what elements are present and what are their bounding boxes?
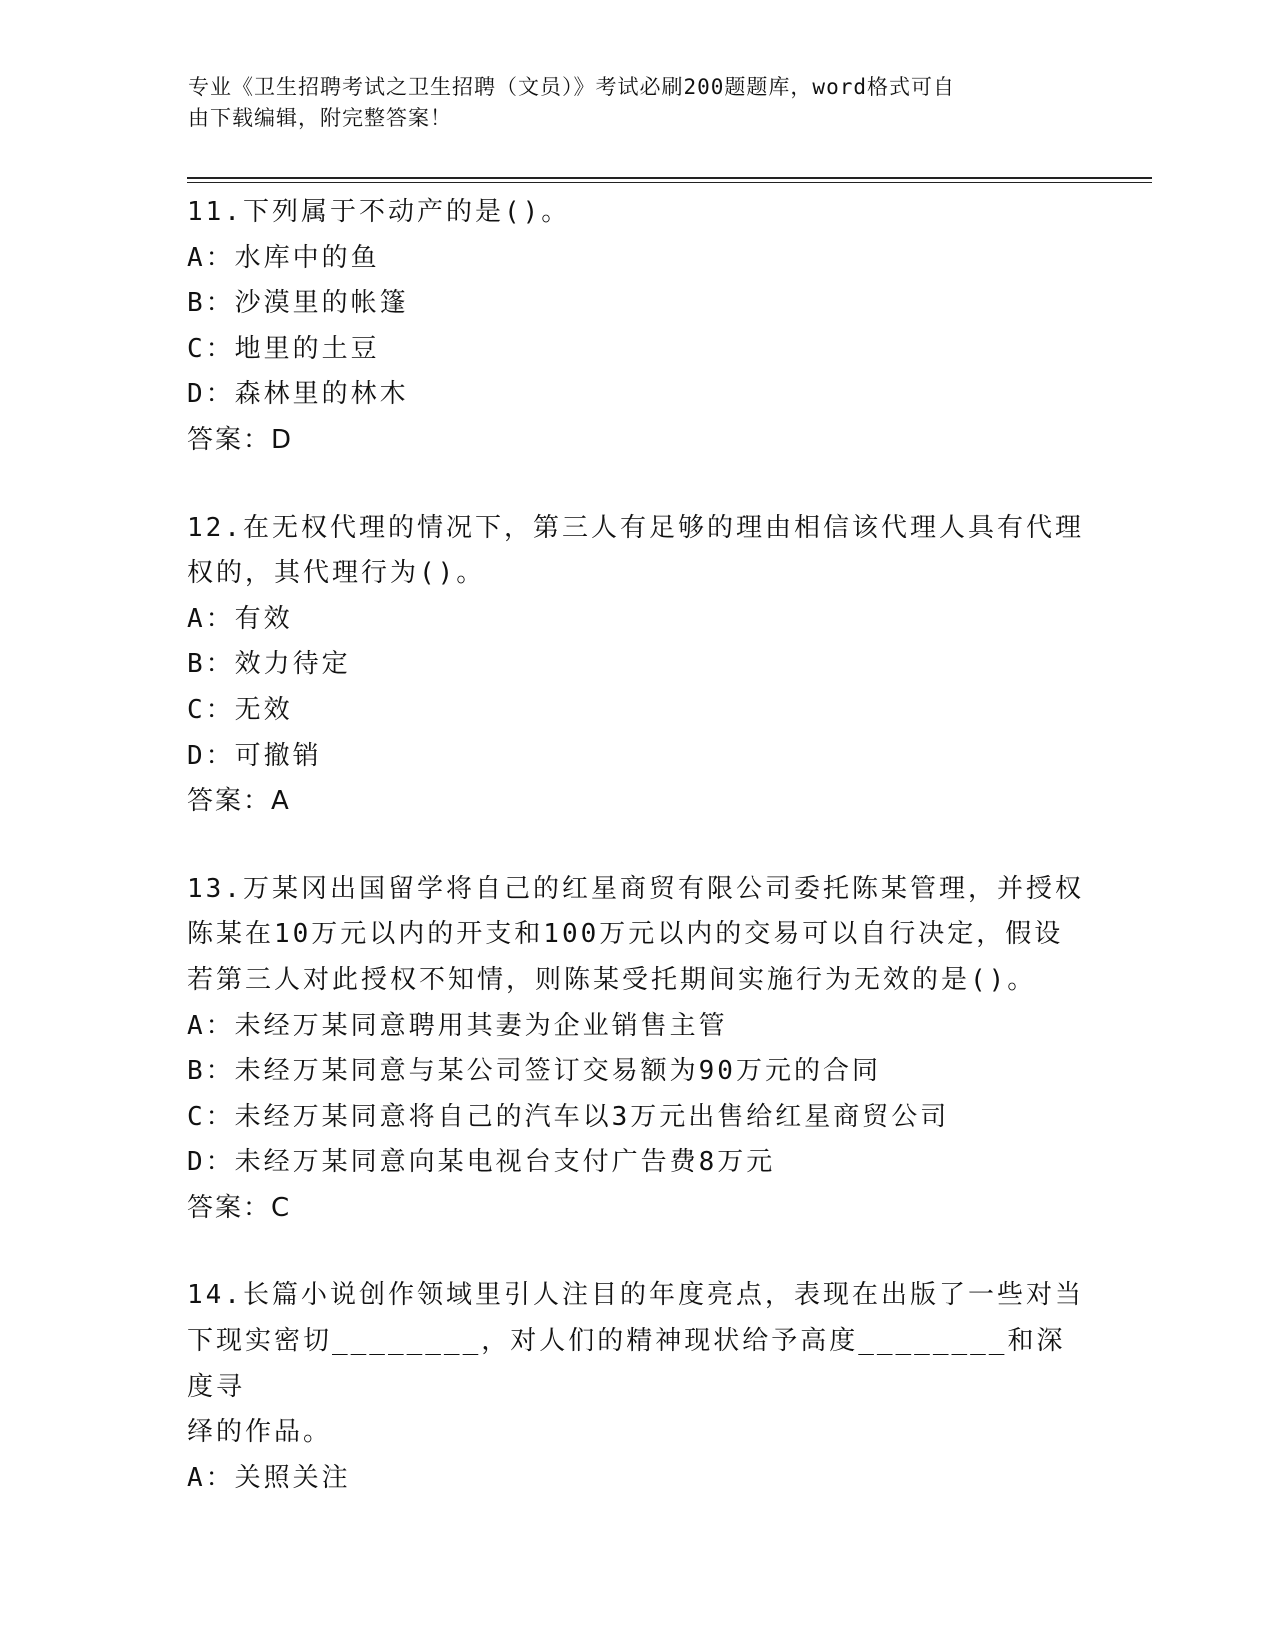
question-text-line: 若第三人对此授权不知情，则陈某受托期间实施行为无效的是()。 [187,964,1037,995]
answer-line: 答案：C [187,1192,292,1223]
header-line-2: 由下载编辑，附完整答案！ [188,106,452,130]
question-text-line: 绎的作品。 [187,1417,333,1448]
option-d: D：未经万某同意向某电视台支付广告费8万元 [187,1147,776,1178]
option-b: B：效力待定 [187,649,351,680]
header-divider-thick [187,177,1152,179]
question-11 [187,190,1087,464]
question-text [187,506,1087,597]
question-text [187,867,1087,1004]
option-d: D：可撤销 [187,740,322,771]
question-text-line: 陈某在10万元以内的开支和100万元以内的交易可以自行决定，假设 [187,919,1064,950]
option-a: A：未经万某同意聘用其妻为企业销售主管 [187,1010,728,1041]
question-text-line: 权的，其代理行为()。 [187,558,486,589]
header-divider-thin [187,182,1152,183]
question-text-line: 11.下列属于不动产的是()。 [187,197,571,227]
question-14 [187,1273,1087,1501]
option-c: C：无效 [187,694,293,725]
answer-line: 答案：D [187,424,294,455]
question-text [187,1273,1087,1455]
document-header [188,72,1068,134]
option-a: A：有效 [187,603,293,634]
option-c: C：未经万某同意将自己的汽车以3万元出售给红星商贸公司 [187,1101,950,1132]
question-text-line: 13.万某冈出国留学将自己的红星商贸有限公司委托陈某管理，并授权 [187,873,1084,904]
question-text [187,190,1087,236]
question-13 [187,867,1087,1232]
option-c: C：地里的土豆 [187,333,380,364]
question-12 [187,506,1087,825]
header-line-1: 专业《卫生招聘考试之卫生招聘（文员）》考试必刷200题题库，word格式可自 [188,75,955,99]
question-text-line: 14.长篇小说创作领域里引人注目的年度亮点，表现在出版了一些对当 [187,1280,1084,1311]
option-d: D：森林里的林木 [187,379,409,410]
option-b: B：未经万某同意与某公司签订交易额为90万元的合同 [187,1056,881,1087]
question-text-line: 下现实密切________，对人们的精神现状给予高度________和深度寻 [187,1326,1066,1402]
question-text-line: 12.在无权代理的情况下，第三人有足够的理由相信该代理人具有代理 [187,512,1084,543]
option-a: A：水库中的鱼 [187,242,380,273]
option-a: A：关照关注 [187,1462,351,1493]
question-list [187,190,1087,1543]
answer-line: 答案：A [187,786,291,817]
option-b: B：沙漠里的帐篷 [187,288,409,319]
